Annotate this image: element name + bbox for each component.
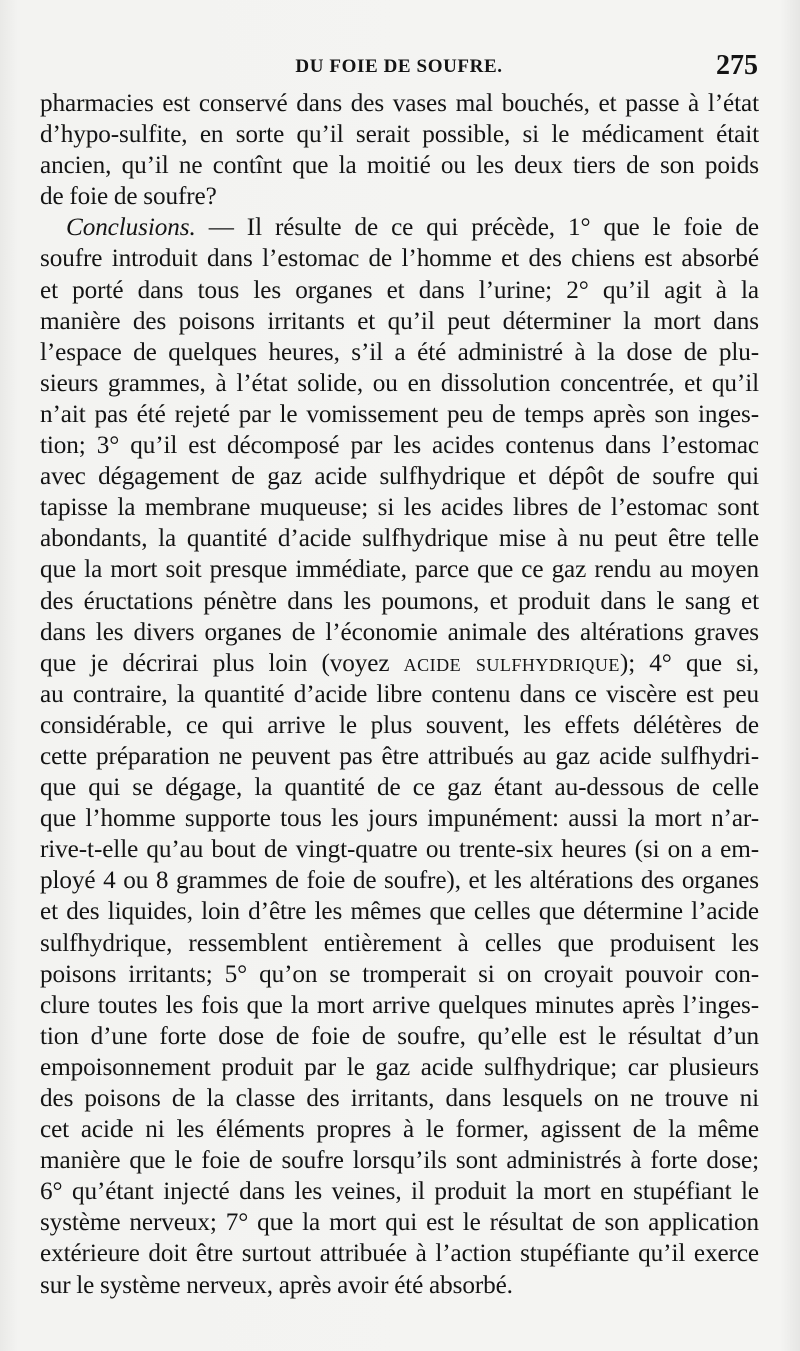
cross-reference: acide sulfhydrique bbox=[403, 649, 620, 677]
text-line: que la mort soit presque immédiate, parce que ce gaz rendu au moyen bbox=[40, 556, 759, 584]
text-line: extérieure doit être surtout attribuée à l’action stupéfiante qu’il exerce bbox=[40, 1240, 759, 1268]
text-line: empoisonnement produit par le gaz acide sulfhydrique; car plusieurs bbox=[40, 1053, 759, 1081]
text-line: et porté dans tous les organes et dans l’urine; 2° qu’il agit à la bbox=[40, 276, 759, 304]
text-line: au contraire, la quantité d’acide libre contenu dans ce viscère est peu bbox=[40, 680, 759, 708]
conclusions-heading: Conclusions. bbox=[66, 214, 196, 242]
running-title: DU FOIE DE SOUFRE. bbox=[295, 56, 503, 77]
text-line: dans les divers organes de l’économie animale des altérations graves bbox=[40, 618, 759, 646]
text-line: que qui se dégage, la quantité de ce gaz étant au-dessous de celle bbox=[40, 774, 759, 802]
text-line: que l’homme supporte tous les jours impunément: aussi la mort n’ar- bbox=[40, 805, 759, 833]
text-line: tapisse la membrane muqueuse; si les acides libres de l’estomac sont bbox=[40, 494, 759, 522]
text-line: des poisons de la classe des irritants, dans lesquels on ne trouve ni bbox=[40, 1085, 759, 1112]
text-line: tion; 3° qu’il est décomposé par les acides contenus dans l’estomac bbox=[40, 432, 759, 460]
text-line: ancien, qu’il ne contînt que la moitié ou les deux tiers de son poids bbox=[40, 152, 759, 180]
text-line: sur le système nerveux, après avoir été absorbé. bbox=[40, 1271, 513, 1299]
text-line: manière que le foie de soufre lorsqu’ils sont administrés à forte dose; bbox=[40, 1147, 759, 1175]
text-line: rive-t-elle qu’au bout de vingt-quatre ou trente-six heures (si on a em- bbox=[40, 836, 759, 864]
text-line: poisons irritants; 5° qu’on se tromperait si on croyait pouvoir con- bbox=[40, 960, 759, 988]
text-line: avec dégagement de gaz acide sulfhydrique et dépôt de soufre qui bbox=[40, 463, 759, 491]
text-line: tion d’une forte dose de foie de soufre, qu’elle est le résultat d’un bbox=[40, 1022, 759, 1050]
page-header bbox=[40, 50, 758, 86]
body-text bbox=[40, 88, 759, 1301]
text-line: cette préparation ne peuvent pas être attribués au gaz acide sulfhydri- bbox=[40, 742, 759, 770]
text-line: sieurs grammes, à l’état solide, ou en dissolution concentrée, et qu’il bbox=[40, 369, 759, 397]
text-line: de foie de soufre? bbox=[40, 183, 217, 211]
text-line: cet acide ni les éléments propres à le former, agissent de la même bbox=[40, 1116, 759, 1144]
text-line: manière des poisons irritants et qu’il peut déterminer la mort dans bbox=[40, 307, 759, 335]
text-line-with-smallcaps bbox=[40, 648, 759, 679]
text-line: n’ait pas été rejeté par le vomissement peu de temps après son inges- bbox=[40, 400, 759, 428]
text-line: 6° qu’étant injecté dans les veines, il produit la mort en stupéfiant le bbox=[40, 1178, 759, 1206]
page-number: 275 bbox=[716, 50, 758, 81]
text-line: soufre introduit dans l’estomac de l’homme et des chiens est absorbé bbox=[40, 245, 759, 273]
text-line: des éructations pénètre dans les poumons, et produit dans le sang et bbox=[40, 587, 759, 615]
conclusions-first-line-text: — Il résulte de ce qui précède, 1° que le foie de bbox=[195, 214, 759, 242]
text-line: l’espace de quelques heures, s’il a été administré à la dose de plu- bbox=[40, 338, 759, 366]
smallcaps-line-after: ); 4° que si, bbox=[619, 649, 759, 677]
text-line: et des liquides, loin d’être les mêmes que celles que détermine l’acide bbox=[40, 898, 759, 926]
text-line: d’hypo-sulfite, en sorte qu’il serait possible, si le médicament était bbox=[40, 121, 759, 149]
text-line: considérable, ce qui arrive le plus souvent, les effets délétères de bbox=[40, 711, 759, 739]
text-line: sulfhydrique, ressemblent entièrement à celles que produisent les bbox=[40, 929, 759, 957]
text-line: pharmacies est conservé dans des vases mal bouchés, et passe à l’état bbox=[40, 90, 759, 117]
text-line: ployé 4 ou 8 grammes de foie de soufre), et les altérations des organes bbox=[40, 867, 759, 895]
smallcaps-line-before: que je décrirai plus loin (voyez bbox=[40, 649, 404, 677]
text-line: système nerveux; 7° que la mort qui est le résultat de son application bbox=[40, 1209, 759, 1237]
conclusions-first-line bbox=[40, 212, 759, 243]
text-line: clure toutes les fois que la mort arrive quelques minutes après l’inges- bbox=[40, 991, 759, 1019]
text-line: abondants, la quantité d’acide sulfhydrique mise à nu peut être telle bbox=[40, 525, 759, 553]
